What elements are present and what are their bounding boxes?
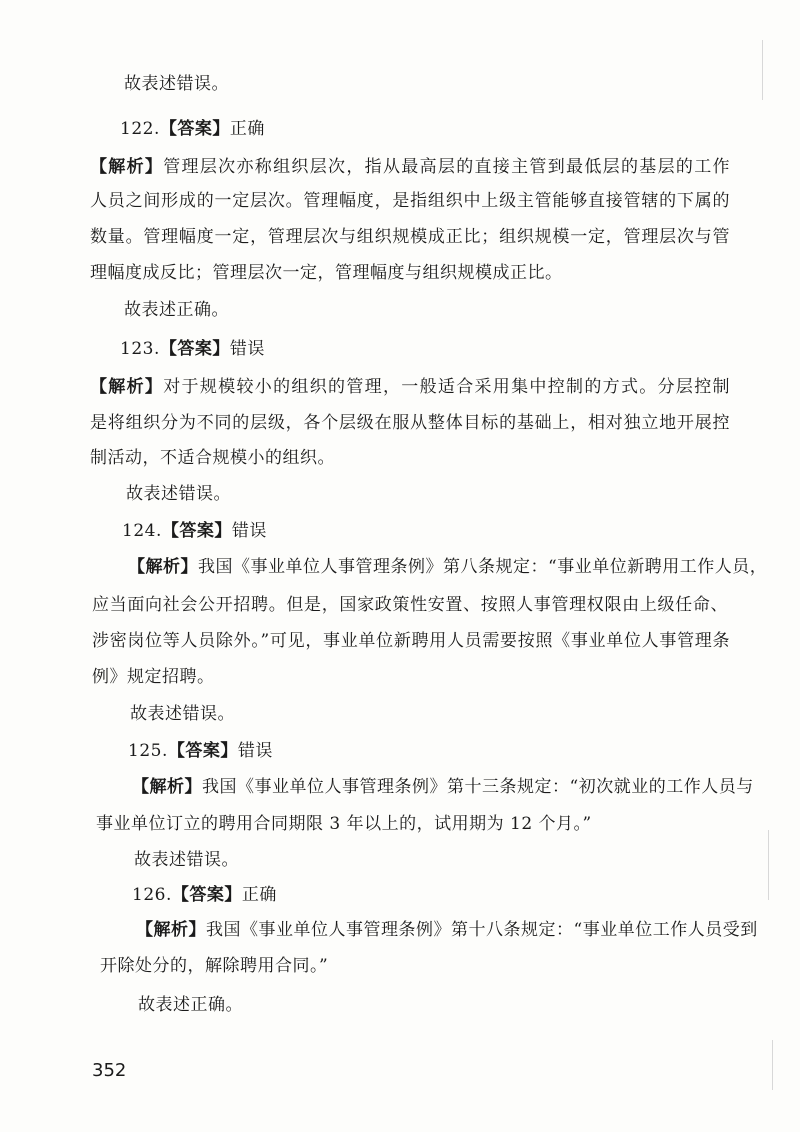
answer-tag: 【答案】 bbox=[167, 741, 238, 761]
answer-heading-124 bbox=[122, 520, 267, 542]
answer-value: 错误 bbox=[229, 339, 265, 359]
conclusion-123: 故表述错误。 bbox=[126, 484, 231, 504]
question-number: 123. bbox=[120, 339, 160, 359]
conclusion-125: 故表述错误。 bbox=[134, 850, 239, 870]
conclusion-126: 故表述正确。 bbox=[138, 995, 243, 1015]
question-number: 124. bbox=[122, 521, 162, 541]
analysis-126-line2: 开除处分的，解除聘用合同。” bbox=[100, 956, 329, 976]
page-number: 352 bbox=[92, 1060, 127, 1081]
conclusion-121: 故表述错误。 bbox=[124, 74, 229, 94]
analysis-tag: 【解析】 bbox=[136, 920, 206, 940]
analysis-text: 我国《事业单位人事管理条例》第十八条规定：“事业单位工作人员受到 bbox=[206, 920, 758, 940]
answer-heading-122 bbox=[120, 118, 265, 140]
question-number: 125. bbox=[128, 741, 168, 761]
analysis-tag: 【解析】 bbox=[128, 557, 198, 577]
scan-mark bbox=[772, 1040, 773, 1090]
analysis-tag: 【解析】 bbox=[90, 157, 164, 177]
answer-heading-125 bbox=[128, 740, 273, 762]
answer-tag: 【答案】 bbox=[159, 119, 230, 139]
answer-value: 正确 bbox=[229, 119, 265, 139]
scan-mark bbox=[768, 830, 769, 900]
analysis-123-line1 bbox=[90, 376, 730, 398]
question-number: 126. bbox=[132, 885, 172, 905]
scan-mark bbox=[762, 40, 763, 100]
analysis-122-line4: 理幅度成反比；管理层次一定，管理幅度与组织规模成正比。 bbox=[90, 263, 563, 283]
conclusion-124: 故表述错误。 bbox=[130, 704, 235, 724]
analysis-124-line4: 例》规定招聘。 bbox=[92, 667, 215, 687]
analysis-tag: 【解析】 bbox=[132, 777, 202, 797]
answer-value: 错误 bbox=[237, 741, 273, 761]
answer-heading-123 bbox=[120, 338, 265, 360]
analysis-124-line2: 应当面向社会公开招聘。但是，国家政策性安置、按照人事管理权限由上级任命、 bbox=[92, 595, 728, 615]
analysis-122-line3: 数量。管理幅度一定，管理层次与组织规模成正比；组织规模一定，管理层次与管 bbox=[90, 227, 730, 247]
analysis-125-line1 bbox=[132, 776, 754, 798]
answer-value: 错误 bbox=[231, 521, 267, 541]
analysis-text: 对于规模较小的组织的管理，一般适合采用集中控制的方式。分层控制 bbox=[163, 377, 731, 397]
analysis-123-line2: 是将组织分为不同的层级，各个层级在服从整体目标的基础上，相对独立地开展控 bbox=[90, 413, 730, 433]
analysis-124-line1 bbox=[128, 556, 768, 578]
answer-tag: 【答案】 bbox=[171, 885, 242, 905]
analysis-text: 管理层次亦称组织层次，指从最高层的直接主管到最低层的基层的工作 bbox=[163, 157, 731, 177]
answer-value: 正确 bbox=[241, 885, 277, 905]
question-number: 122. bbox=[120, 119, 160, 139]
analysis-text: 我国《事业单位人事管理条例》第八条规定：“事业单位新聘用工作人员， bbox=[198, 557, 768, 577]
analysis-122-line2: 人员之间形成的一定层次。管理幅度，是指组织中上级主管能够直接管辖的下属的 bbox=[90, 191, 730, 211]
analysis-text: 我国《事业单位人事管理条例》第十三条规定：“初次就业的工作人员与 bbox=[202, 777, 754, 797]
answer-heading-126 bbox=[132, 884, 277, 906]
analysis-126-line1 bbox=[136, 919, 758, 941]
conclusion-122: 故表述正确。 bbox=[124, 300, 229, 320]
analysis-123-line3: 制活动，不适合规模小的组织。 bbox=[90, 448, 335, 468]
answer-tag: 【答案】 bbox=[159, 339, 230, 359]
answer-tag: 【答案】 bbox=[161, 521, 232, 541]
analysis-125-line2: 事业单位订立的聘用合同期限 3 年以上的，试用期为 12 个月。” bbox=[96, 814, 592, 834]
analysis-124-line3: 涉密岗位等人员除外。”可见，事业单位新聘用人员需要按照《事业单位人事管理条 bbox=[92, 631, 730, 651]
analysis-tag: 【解析】 bbox=[90, 377, 164, 397]
analysis-122-line1 bbox=[90, 156, 730, 178]
